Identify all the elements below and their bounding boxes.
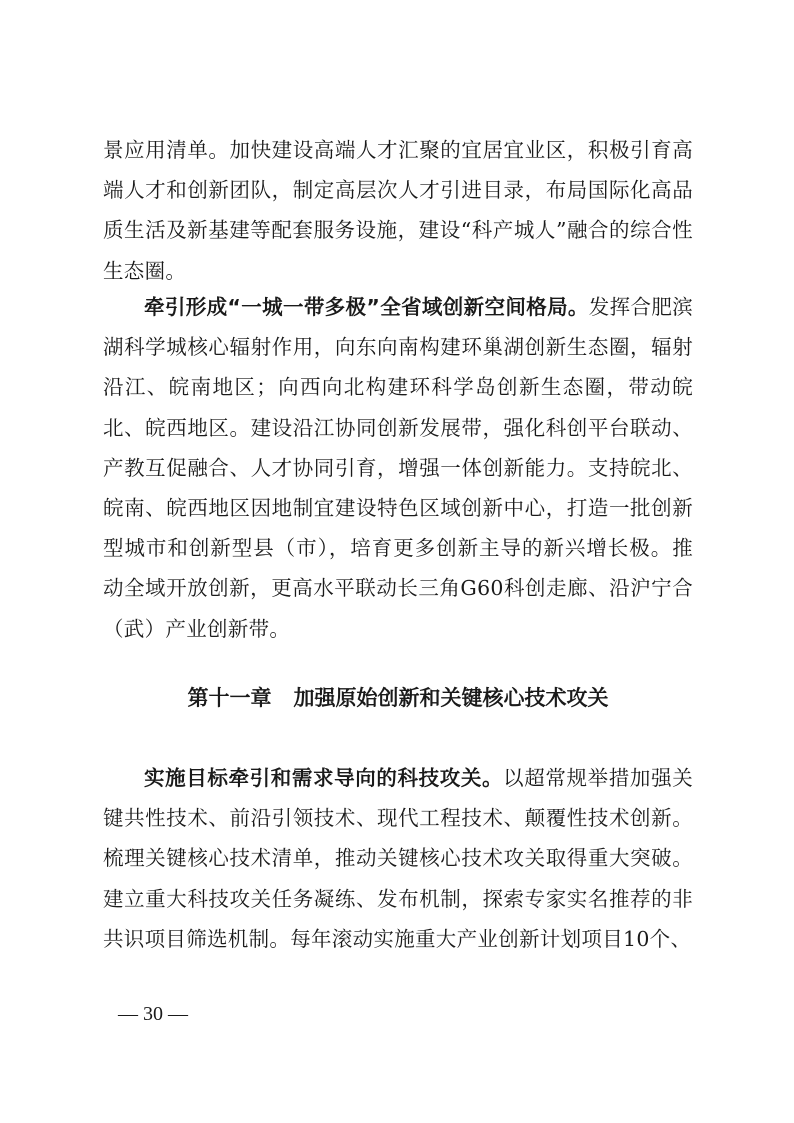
paragraph-text: 以超常规举措加强关键共性技术、前沿引领技术、现代工程技术、颠覆性技术创新。梳理关键核心技术清单，推动关键核心技术攻关取得重大突破。建立重大科技攻关任务凝练、发布机制，探索专家实名推荐的非共识项目筛选机制。每年滚动实施重大产业创新计划项目10个、 [103, 766, 693, 951]
paragraph-continuation [103, 130, 693, 291]
paragraph-text: 发挥合肥滨湖科学城核心辐射作用，向东向南构建环巢湖创新生态圈，辐射沿江、皖南地区；向西向北构建环科学岛创新生态圈，带动皖北、皖西地区。建设沿江协同创新发展带，强化科创平台联动、产教互促融合、人才协同引育，增强一体创新能力。支持皖北、皖南、皖西地区因地制宜建设特色区域创新中心，打造一批创新型城市和创新型县（市），培育更多创新主导的新兴增长极。推动全域开放创新，更高水平联动长三角G60科创走廊、沿沪宁合（武）产业创新带。 [103, 295, 694, 641]
chapter-title: 加强原始创新和关键核心技术攻关 [293, 686, 609, 710]
paragraph-tech-breakthrough [103, 758, 693, 959]
paragraph-spatial-layout [103, 287, 693, 649]
chapter-heading [103, 682, 693, 714]
paragraph-lead-heading: 实施目标牵引和需求导向的科技攻关。 [144, 766, 504, 790]
page-number: — 30 — [118, 1003, 188, 1025]
chapter-number: 第十一章 [187, 686, 272, 710]
paragraph-text: 景应用清单。加快建设高端人才汇聚的宜居宜业区，积极引育高端人才和创新团队，制定高层次人才引进目录，布局国际化高品质生活及新基建等配套服务设施，建设“科产城人”融合的综合性生态圈。 [103, 138, 693, 283]
paragraph-lead-heading: 牵引形成“一城一带多极”全省域创新空间格局。 [144, 295, 589, 319]
